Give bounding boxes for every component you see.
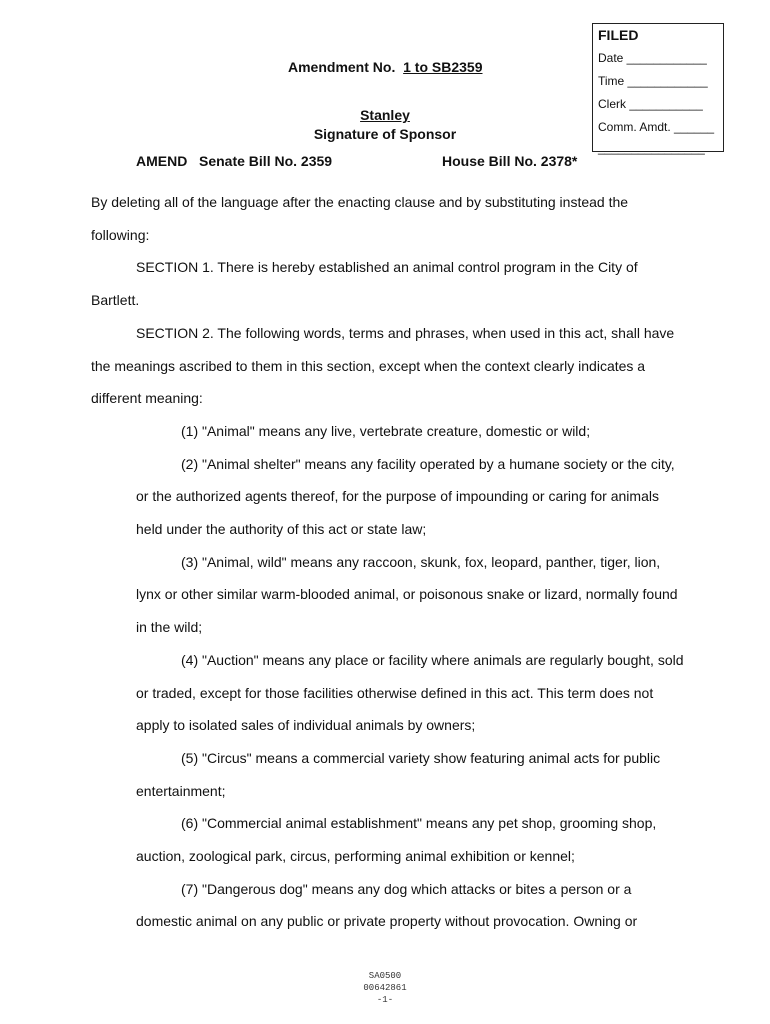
house-bill-number: House Bill No. 2378* bbox=[442, 153, 578, 169]
page-number: -1- bbox=[376, 995, 394, 1005]
definition-item: (7) "Dangerous dog" means any dog which attacks or bites a person or a bbox=[181, 880, 632, 897]
definition-item: (4) "Auction" means any place or facility where animals are regularly bought, sold bbox=[181, 651, 684, 668]
body-line: SECTION 2. The following words, terms and phrases, when used in this act, shall have bbox=[136, 324, 675, 341]
definition-item: (6) "Commercial animal establishment" means any pet shop, grooming shop, bbox=[181, 815, 657, 832]
amendment-prefix: Amendment No. bbox=[288, 59, 396, 75]
page-footer bbox=[0, 970, 770, 1006]
body-line: the meanings ascribed to them in this section, except when the context clearly indicates a bbox=[91, 357, 646, 374]
sponsor-name: Stanley bbox=[360, 107, 410, 123]
filed-date-line: Date ____________ bbox=[598, 51, 707, 65]
amend-label: AMEND bbox=[136, 153, 188, 169]
definition-item: (2) "Animal shelter" means any facility operated by a humane society or the city, bbox=[181, 455, 675, 472]
filed-title: FILED bbox=[598, 27, 639, 43]
definition-item: (1) "Animal" means any live, vertebrate creature, domestic or wild; bbox=[181, 422, 591, 439]
amendment-number bbox=[288, 59, 483, 75]
body-line: or traded, except for those facilities otherwise defined in this act. This term does not bbox=[136, 684, 654, 701]
footer-code-1: SA0500 bbox=[368, 971, 402, 981]
body-line: following: bbox=[91, 226, 150, 243]
body-line: auction, zoological park, circus, performing animal exhibition or kennel; bbox=[136, 848, 575, 865]
body-line: held under the authority of this act or state law; bbox=[136, 521, 427, 538]
body-line: in the wild; bbox=[136, 619, 203, 636]
body-line: different meaning: bbox=[91, 390, 203, 407]
body-line: or the authorized agents thereof, for the purpose of impounding or caring for animals bbox=[136, 488, 659, 505]
body-line: Bartlett. bbox=[91, 292, 140, 309]
filed-stamp-box bbox=[592, 23, 724, 155]
definition-item: (5) "Circus" means a commercial variety show featuring animal acts for public bbox=[181, 749, 661, 766]
amendment-body bbox=[91, 186, 691, 938]
body-line: apply to isolated sales of individual animals by owners; bbox=[136, 717, 476, 734]
body-line: By deleting all of the language after the enacting clause and by substituting instead the bbox=[91, 194, 629, 210]
filed-comm-amdt-line: Comm. Amdt. ______ bbox=[598, 120, 715, 134]
body-line: domestic animal on any public or private property without provocation. Owning or bbox=[136, 913, 638, 930]
sponsor-block bbox=[300, 107, 470, 143]
body-line: entertainment; bbox=[136, 782, 226, 799]
filed-clerk-line: Clerk ___________ bbox=[598, 97, 703, 111]
body-line: SECTION 1. There is hereby established an animal control program in the City of bbox=[136, 259, 638, 276]
body-line: lynx or other similar warm-blooded animal, or poisonous snake or lizard, normally found bbox=[136, 586, 678, 603]
sponsor-label: Signature of Sponsor bbox=[313, 126, 457, 142]
senate-bill-number: Senate Bill No. 2359 bbox=[199, 153, 333, 169]
amendment-reference: 1 to SB2359 bbox=[403, 59, 483, 75]
definition-item: (3) "Animal, wild" means any raccoon, skunk, fox, leopard, panther, tiger, lion, bbox=[181, 553, 661, 570]
footer-code-2: 00642861 bbox=[363, 983, 407, 993]
filed-time-line: Time ____________ bbox=[598, 74, 708, 88]
filed-blank-line: ________________ bbox=[598, 141, 705, 155]
